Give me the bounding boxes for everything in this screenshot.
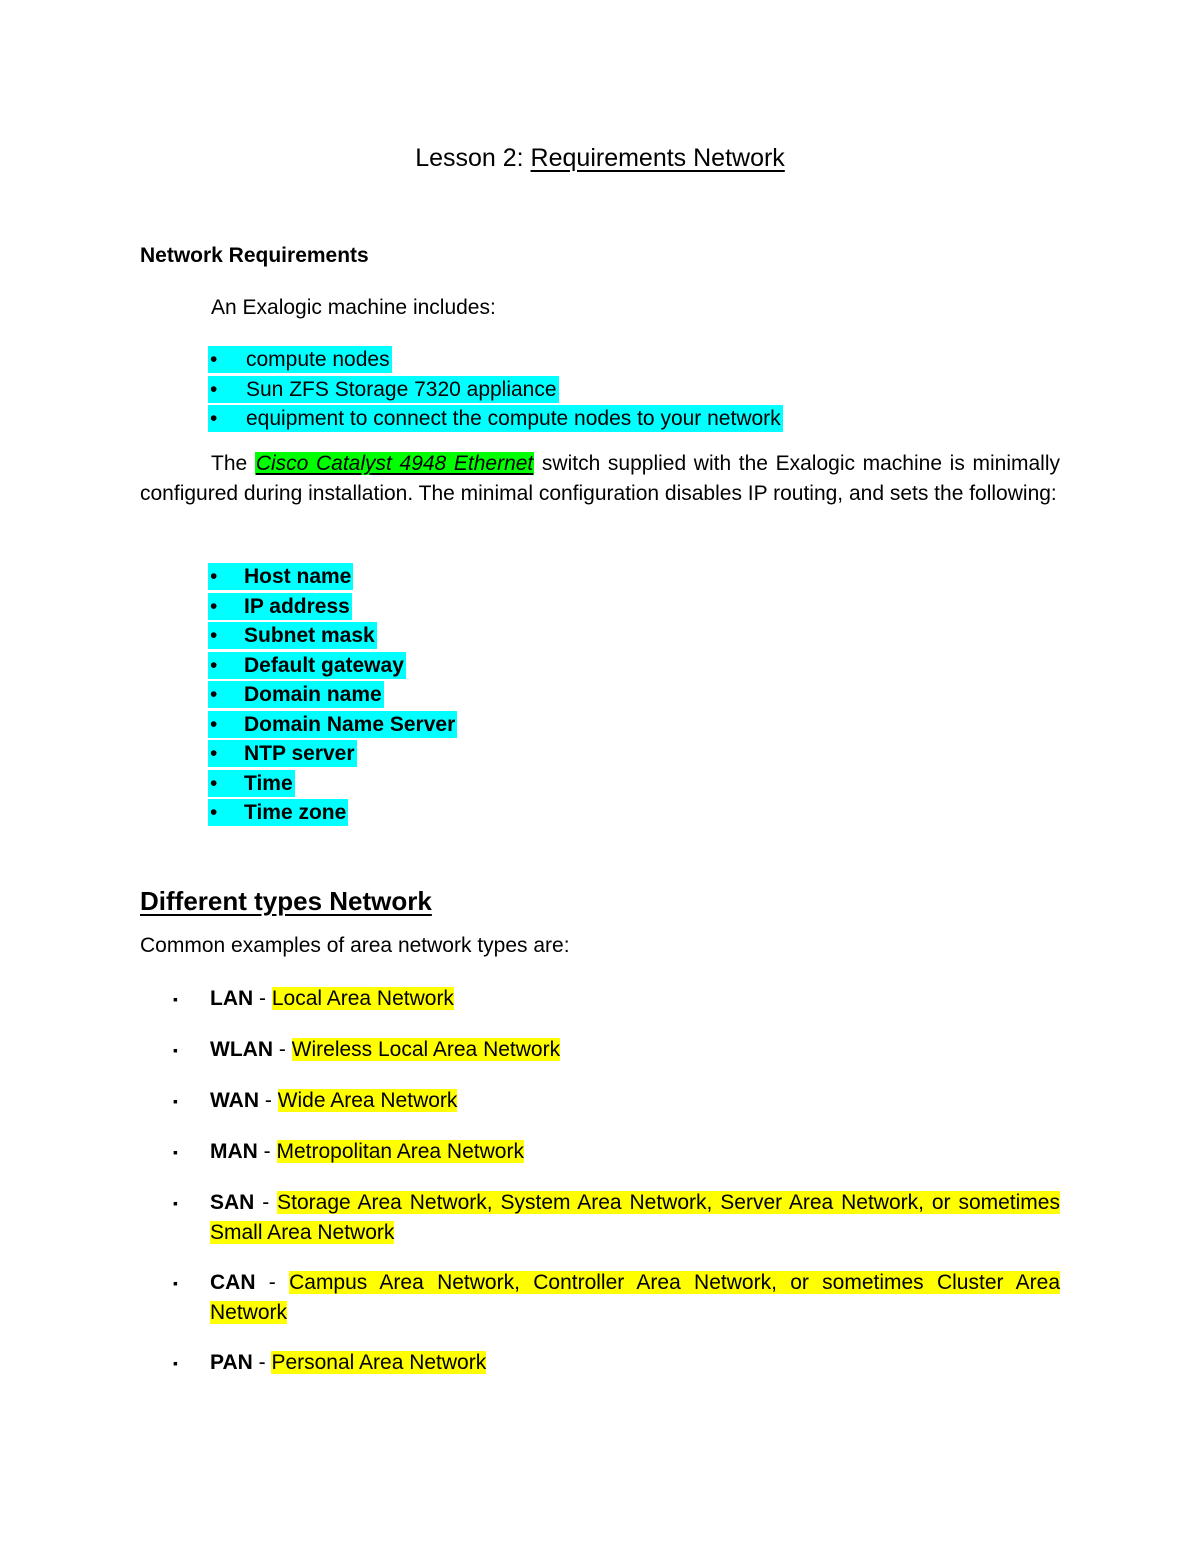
includes-list: [208, 345, 783, 434]
network-types-heading: Different types Network: [140, 886, 432, 916]
list-item: • equipment to connect the compute nodes to your network: [210, 407, 781, 430]
network-type-item: ▪ WAN - Wide Area Network: [140, 1086, 1060, 1116]
bullet-icon: •: [210, 565, 218, 588]
bullet-icon: •: [210, 683, 218, 706]
network-type-item: ▪ MAN - Metropolitan Area Network: [140, 1137, 1060, 1167]
list-item: • Domain Name Server: [210, 712, 456, 736]
bullet-icon: •: [210, 348, 218, 371]
bullet-icon: ▪: [173, 1042, 178, 1058]
list-item: • Default gateway: [210, 653, 404, 677]
bullet-icon: ▪: [173, 991, 178, 1007]
bullet-icon: •: [210, 407, 218, 430]
title-underlined: Requirements Network: [530, 144, 785, 172]
list-item: • Time zone: [210, 801, 347, 824]
bullet-icon: •: [210, 377, 218, 401]
list-item: • compute nodes: [210, 348, 390, 371]
list-item: • Subnet mask: [210, 624, 375, 647]
list-item: • Host name: [210, 565, 352, 588]
bullet-icon: ▪: [173, 1195, 178, 1211]
bullet-icon: •: [210, 624, 218, 647]
bullet-icon: ▪: [173, 1355, 178, 1371]
cisco-switch-link[interactable]: Cisco Catalyst 4948 Ethernet: [255, 452, 534, 475]
network-type-item: ▪ SAN - Storage Area Network, System Area Network, Server Area Network, or sometimes Small Area Network: [140, 1188, 1060, 1248]
page-title: [0, 142, 1200, 174]
network-type-item: ▪ LAN - Local Area Network: [140, 984, 1060, 1014]
bullet-icon: ▪: [173, 1093, 178, 1109]
title-prefix: Lesson 2:: [415, 144, 531, 172]
bullet-icon: •: [210, 653, 218, 677]
list-item: • NTP server: [210, 742, 355, 765]
list-item: • Time: [210, 771, 293, 795]
bullet-icon: •: [210, 801, 218, 824]
bullet-icon: •: [210, 712, 218, 736]
network-type-item: ▪ CAN - Campus Area Network, Controller Area Network, or sometimes Cluster Area Network: [140, 1268, 1060, 1328]
bullet-icon: ▪: [173, 1144, 178, 1160]
includes-intro: An Exalogic machine includes:: [211, 296, 496, 319]
bullet-icon: •: [210, 771, 218, 795]
list-item: • IP address: [210, 594, 350, 618]
settings-list: [208, 562, 457, 828]
bullet-icon: •: [210, 594, 218, 618]
bullet-icon: ▪: [173, 1275, 178, 1291]
switch-paragraph: The Cisco Catalyst 4948 Ethernet switch supplied with the Exalogic machine is minimally configured during installation. The minimal configuration disables IP routing, and sets the following:: [140, 452, 1060, 505]
network-types-intro: Common examples of area network types are:: [140, 934, 570, 957]
list-item: • Domain name: [210, 683, 382, 706]
list-item: • Sun ZFS Storage 7320 appliance: [210, 377, 557, 401]
network-type-item: ▪ PAN - Personal Area Network: [140, 1348, 1060, 1378]
bullet-icon: •: [210, 742, 218, 765]
network-requirements-heading: Network Requirements: [140, 244, 369, 267]
network-type-item: ▪ WLAN - Wireless Local Area Network: [140, 1035, 1060, 1065]
